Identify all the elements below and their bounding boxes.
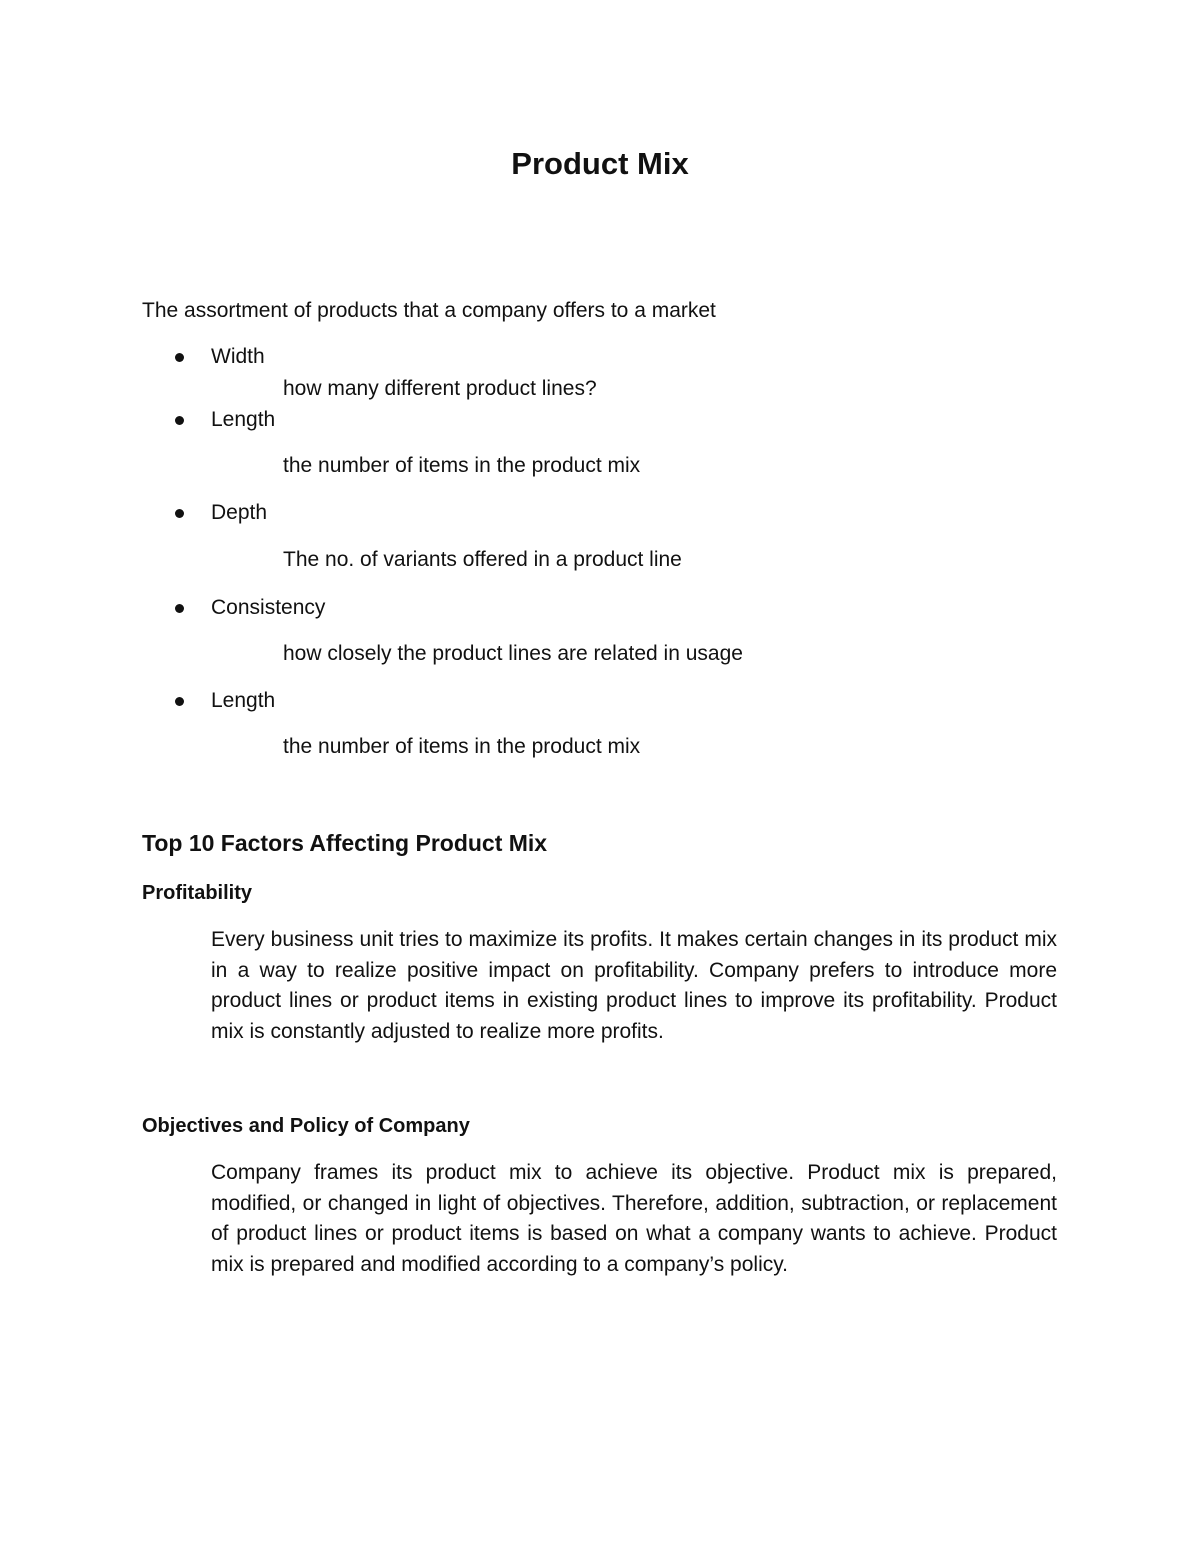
factor-heading-profitability: Profitability (142, 882, 253, 904)
bullet-dot-icon (175, 604, 184, 613)
bullet-dot-icon (175, 697, 184, 706)
bullet-dot-icon (175, 353, 184, 362)
bullet-term-length-2: Length (211, 689, 276, 712)
section-heading: Top 10 Factors Affecting Product Mix (142, 830, 548, 856)
bullet-dot-icon (175, 416, 184, 425)
factor-body-profitability: Every business unit tries to maximize its profits. It makes certain changes in its product mix in a way to realize positive impact on profitability. Company prefers to introduce more product lines or product items in existing product lines to improve its profitability. Product mix is constantly adjusted to realize more profits. (211, 928, 1057, 1043)
bullet-desc-width: how many different product lines? (283, 377, 597, 400)
bullet-desc-length-2: the number of items in the product mix (283, 735, 641, 758)
bullet-term-depth: Depth (211, 501, 268, 524)
bullet-desc-consistency: how closely the product lines are related in usage (283, 642, 743, 665)
bullet-dot-icon (175, 509, 184, 518)
factor-heading-objectives: Objectives and Policy of Company (142, 1115, 470, 1137)
bullet-term-consistency: Consistency (211, 596, 326, 619)
bullet-desc-depth: The no. of variants offered in a product line (283, 548, 682, 571)
intro-text: The assortment of products that a company offers to a market (142, 299, 716, 322)
bullet-term-width: Width (211, 345, 265, 368)
bullet-term-length: Length (211, 408, 276, 431)
page-title: Product Mix (511, 146, 689, 181)
factor-body-objectives: Company frames its product mix to achieve its objective. Product mix is prepared, modified, or changed in light of objectives. Therefore, addition, subtraction, or replacement of product lines or product items is based on what a company wants to achieve. Product mix is prepared and modified according to a company’s policy. (211, 1161, 1057, 1276)
bullet-desc-length: the number of items in the product mix (283, 454, 641, 477)
